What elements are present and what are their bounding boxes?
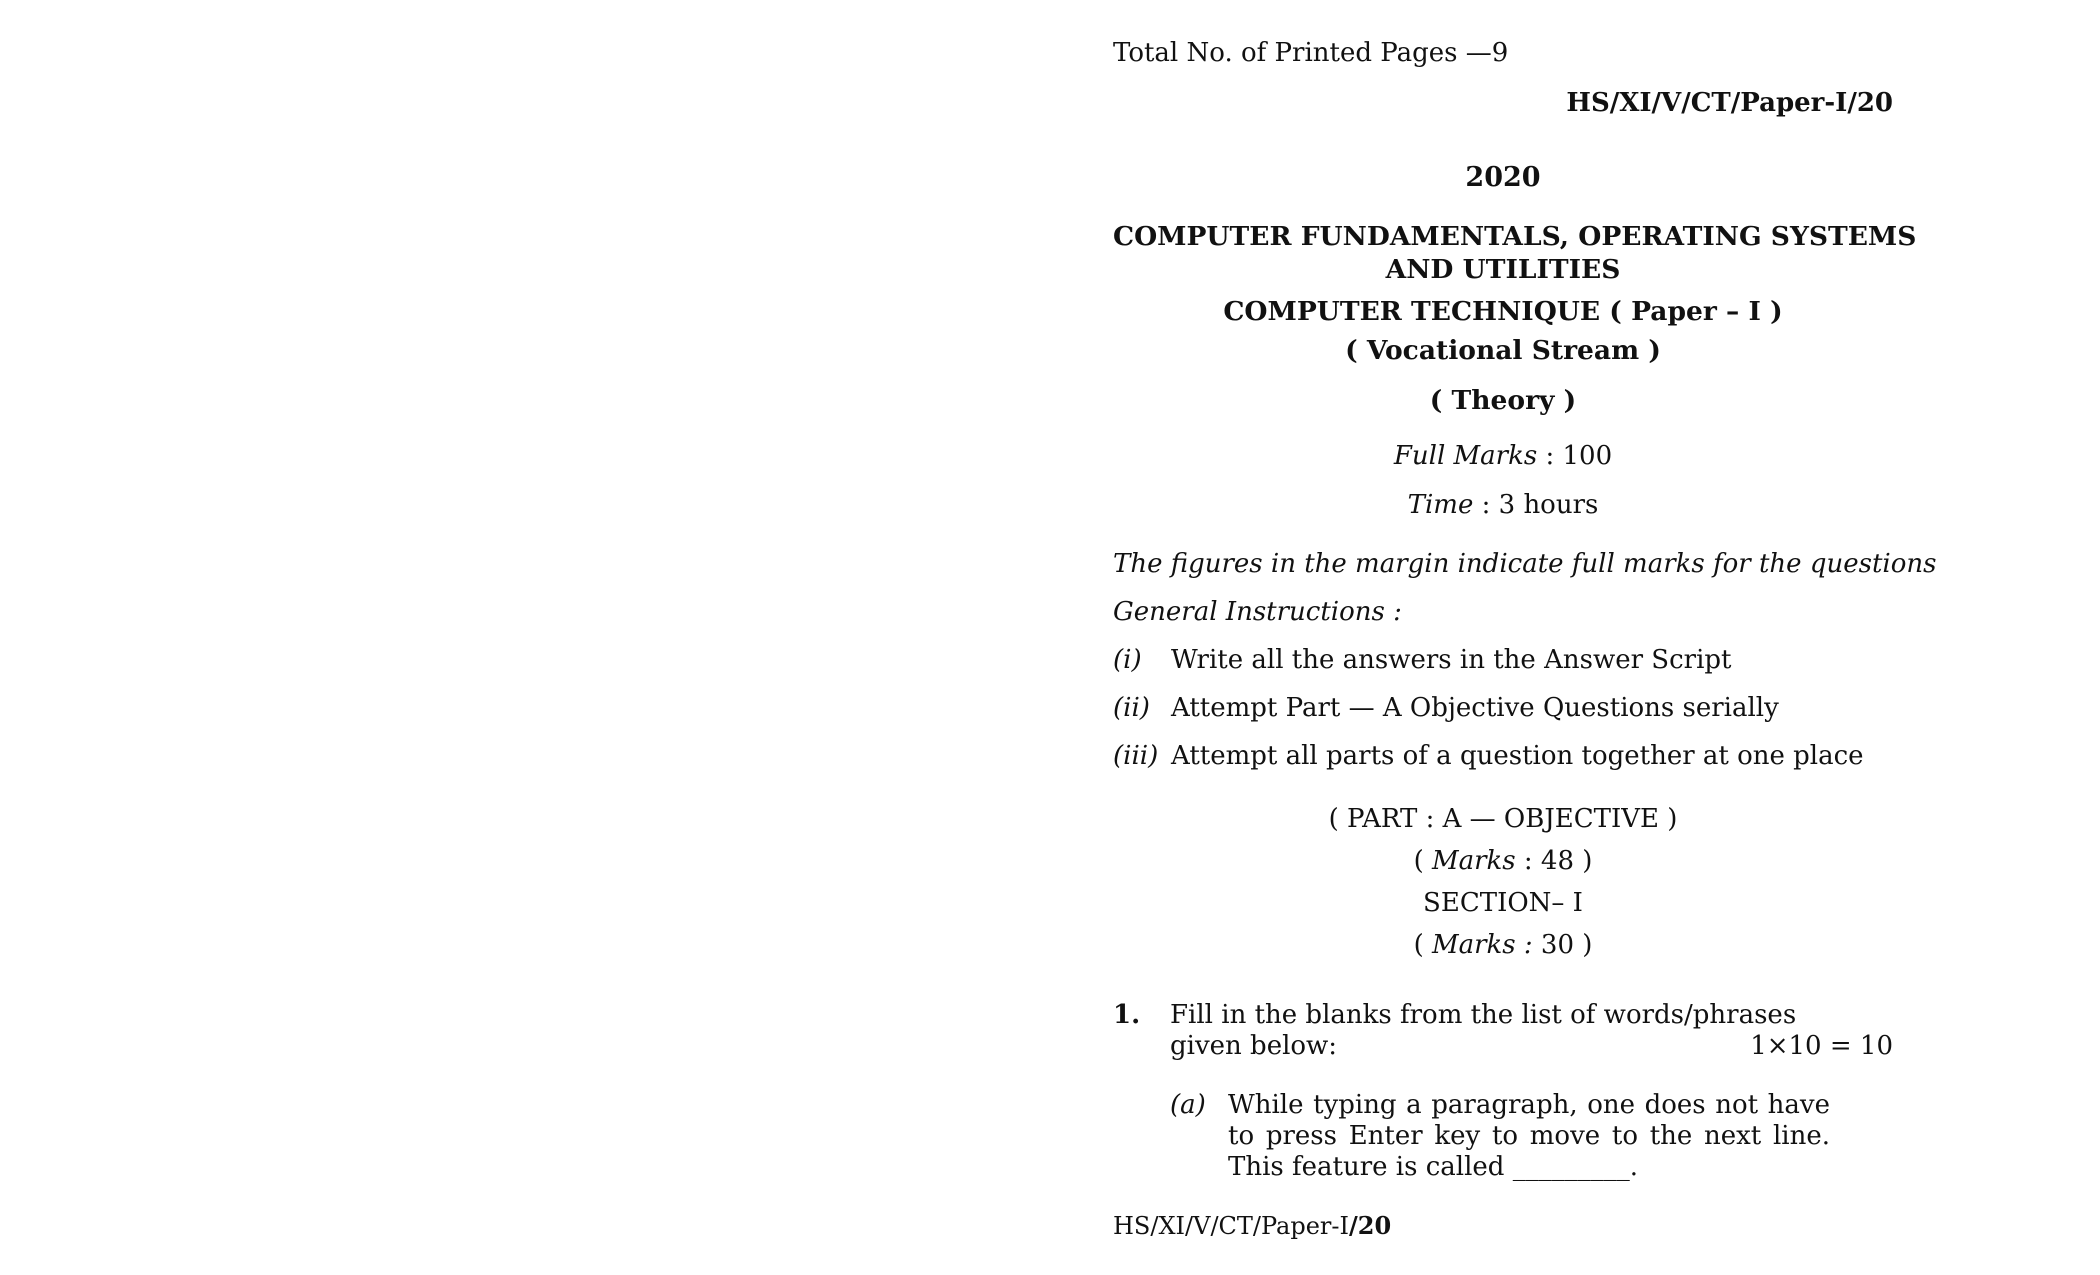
part-a-marks-value: : 48 ) [1515, 846, 1593, 876]
footer-code-suffix: /20 [1349, 1211, 1392, 1240]
instruction-text: Attempt all parts of a question together at one place [1171, 741, 1864, 771]
section-title: SECTION– I [1423, 888, 1583, 918]
instruction-number: (i) [1113, 645, 1142, 675]
full-marks [1113, 441, 1893, 471]
paper-code: HS/XI/V/CT/Paper-I/20 [1566, 88, 1893, 118]
question-number: 1. [1113, 1000, 1141, 1030]
footer-code-prefix: HS/XI/V/CT/Paper-I [1113, 1212, 1349, 1240]
question-1 [1113, 1000, 1893, 1070]
instruction-number: (ii) [1113, 693, 1150, 723]
time-label: Time [1407, 490, 1474, 520]
sub-question-text: While typing a paragraph, one does not have to press Enter key to move to the next line. This feature is called _________. [1228, 1090, 1830, 1182]
footer-code [1113, 1211, 1391, 1240]
full-marks-value: : 100 [1545, 441, 1613, 471]
subject-line-2: AND UTILITIES [1385, 254, 1621, 285]
margin-note: The figures in the margin indicate full marks for the questions [1113, 549, 1937, 579]
full-marks-label: Full Marks [1393, 441, 1538, 471]
paper-title: COMPUTER TECHNIQUE ( Paper – I ) [1223, 296, 1783, 327]
instruction-text: Attempt Part — A Objective Questions serially [1171, 693, 1779, 723]
instruction-text: Write all the answers in the Answer Script [1171, 645, 1732, 675]
part-a-marks: ( Marks : 48 ) [1413, 846, 1593, 876]
part-a-marks-label: Marks [1431, 846, 1516, 876]
time-value: : 3 hours [1481, 490, 1599, 520]
section-marks: ( Marks : 30 ) [1413, 930, 1593, 960]
exam-type: ( Theory ) [1429, 385, 1577, 416]
part-a-title: ( PART : A — OBJECTIVE ) [1328, 804, 1678, 834]
question-text: Fill in the blanks from the list of words/phrases given below: [1170, 1000, 1797, 1061]
stream-title: ( Vocational Stream ) [1345, 335, 1661, 366]
instruction-number: (iii) [1113, 741, 1159, 771]
subject-line-1: COMPUTER FUNDAMENTALS, OPERATING SYSTEMS [1113, 221, 1917, 252]
section-marks-value: 30 ) [1532, 930, 1593, 960]
section-marks-label: Marks : [1431, 930, 1533, 960]
total-pages: Total No. of Printed Pages —9 [1113, 38, 1509, 68]
instructions-heading: General Instructions : [1113, 597, 1402, 627]
exam-year: 2020 [1465, 162, 1541, 193]
question-marks: 1×10 = 10 [1750, 1031, 1893, 1061]
exam-time [1113, 490, 1893, 520]
sub-question-number: (a) [1170, 1090, 1206, 1120]
exam-page [1113, 0, 1937, 1275]
subject-title [1113, 220, 1917, 286]
